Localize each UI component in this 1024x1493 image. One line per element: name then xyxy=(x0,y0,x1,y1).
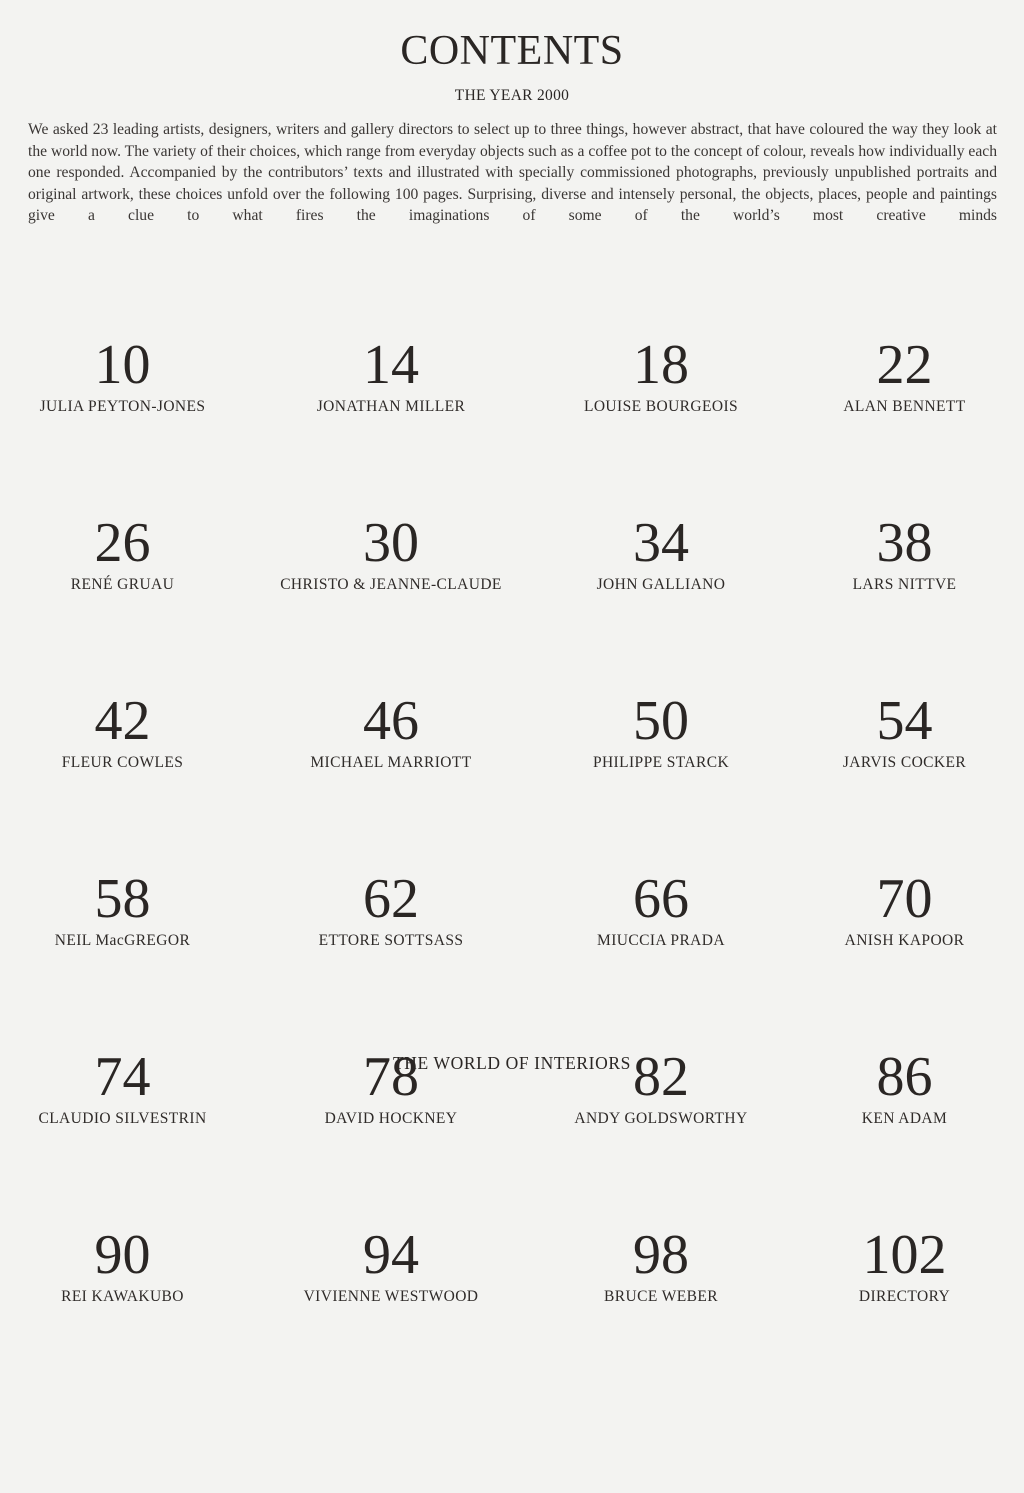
entry-contributor: ALAN BENNETT xyxy=(843,398,966,415)
entry-page-number: 94 xyxy=(363,1224,419,1286)
entry-contributor: KEN ADAM xyxy=(861,1110,948,1127)
page-title: CONTENTS xyxy=(400,28,624,74)
magazine-footer: THE WORLD OF INTERIORS xyxy=(393,1053,631,1073)
entry-contributor: JOHN GALLIANO xyxy=(596,576,726,593)
contents-entry xyxy=(537,868,785,1046)
entry-page-number: 70 xyxy=(876,868,933,930)
entry-contributor: JARVIS COCKER xyxy=(842,754,967,771)
entry-page-number: 14 xyxy=(363,334,419,396)
entry-contributor: FLEUR COWLES xyxy=(61,754,184,771)
contents-entry xyxy=(245,690,537,868)
entry-page-number: 30 xyxy=(363,512,419,574)
entry-contributor: MICHAEL MARRIOTT xyxy=(310,754,472,771)
contents-entry xyxy=(785,334,1024,512)
page-subtitle: THE YEAR 2000 xyxy=(454,87,570,104)
entry-contributor: DAVID HOCKNEY xyxy=(324,1110,458,1127)
entry-contributor: JULIA PEYTON-JONES xyxy=(39,398,206,415)
entry-contributor: BRUCE WEBER xyxy=(604,1288,718,1305)
contents-entry xyxy=(245,1224,537,1402)
contents-entry xyxy=(537,512,785,690)
entry-contributor: NEIL MacGREGOR xyxy=(54,932,191,949)
entry-page-number: 82 xyxy=(633,1046,689,1108)
entry-contributor: PHILIPPE STARCK xyxy=(592,754,730,771)
entry-contributor: JONATHAN MILLER xyxy=(316,398,466,415)
entry-contributor: MIUCCIA PRADA xyxy=(597,932,725,949)
entry-contributor: ANISH KAPOOR xyxy=(844,932,965,949)
entry-contributor: LARS NITTVE xyxy=(852,576,957,593)
entry-page-number: 58 xyxy=(94,868,151,930)
entry-contributor: RENÉ GRUAU xyxy=(70,576,175,593)
entry-page-number: 74 xyxy=(94,1046,151,1108)
contents-entry xyxy=(785,1224,1024,1402)
entry-contributor: CHRISTO & JEANNE-CLAUDE xyxy=(280,576,502,593)
contents-entry xyxy=(785,868,1024,1046)
entry-page-number: 86 xyxy=(876,1046,933,1108)
entry-contributor: CLAUDIO SILVESTRIN xyxy=(38,1110,207,1127)
contents-entry xyxy=(245,334,537,512)
contents-entry xyxy=(245,512,537,690)
entry-page-number: 34 xyxy=(633,512,689,574)
entry-page-number: 102 xyxy=(862,1224,947,1286)
entry-contributor: DIRECTORY xyxy=(858,1288,951,1305)
contents-entry xyxy=(0,334,245,512)
entry-contributor: ANDY GOLDSWORTHY xyxy=(574,1110,748,1127)
contents-entry xyxy=(537,334,785,512)
entry-contributor: REI KAWAKUBO xyxy=(61,1288,184,1305)
contents-grid xyxy=(0,334,1024,1402)
contents-entry xyxy=(0,1224,245,1402)
entry-page-number: 66 xyxy=(633,868,689,930)
entry-page-number: 18 xyxy=(633,334,689,396)
contents-entry xyxy=(0,690,245,868)
intro-paragraph: We asked 23 leading artists, designers, writers and gallery directors to select up to three things, however abstract, that have coloured the way they look at the world now. The variety of their choices, which range from everyday objects such as a coffee pot to the concept of colour, reveals how individually each one responded. Accompanied by the contributors’ texts and illustrated with specially commissioned photographs, previously unpublished portraits and original artwork, these choices unfold over the following 100 pages. Surprising, diverse and intensely personal, the objects, places, people and paintings give a clue to what fires the imaginations of some of the world’s most creative minds xyxy=(28,121,997,224)
entry-page-number: 62 xyxy=(363,868,419,930)
entry-page-number: 78 xyxy=(363,1046,419,1108)
contents-entry xyxy=(785,690,1024,868)
entry-page-number: 38 xyxy=(876,512,933,574)
contents-entry xyxy=(0,868,245,1046)
entry-page-number: 10 xyxy=(94,334,151,396)
contents-entry xyxy=(0,512,245,690)
contents-entry xyxy=(245,868,537,1046)
entry-contributor: ETTORE SOTTSASS xyxy=(318,932,464,949)
entry-page-number: 98 xyxy=(633,1224,689,1286)
entry-page-number: 46 xyxy=(363,690,419,752)
contents-entry xyxy=(537,690,785,868)
entry-contributor: VIVIENNE WESTWOOD xyxy=(303,1288,479,1305)
entry-page-number: 22 xyxy=(876,334,933,396)
entry-page-number: 54 xyxy=(876,690,933,752)
contents-entry xyxy=(785,512,1024,690)
contents-entry xyxy=(537,1224,785,1402)
entry-page-number: 42 xyxy=(94,690,151,752)
entry-contributor: LOUISE BOURGEOIS xyxy=(583,398,739,415)
entry-page-number: 26 xyxy=(94,512,151,574)
entry-page-number: 50 xyxy=(633,690,689,752)
entry-page-number: 90 xyxy=(94,1224,151,1286)
